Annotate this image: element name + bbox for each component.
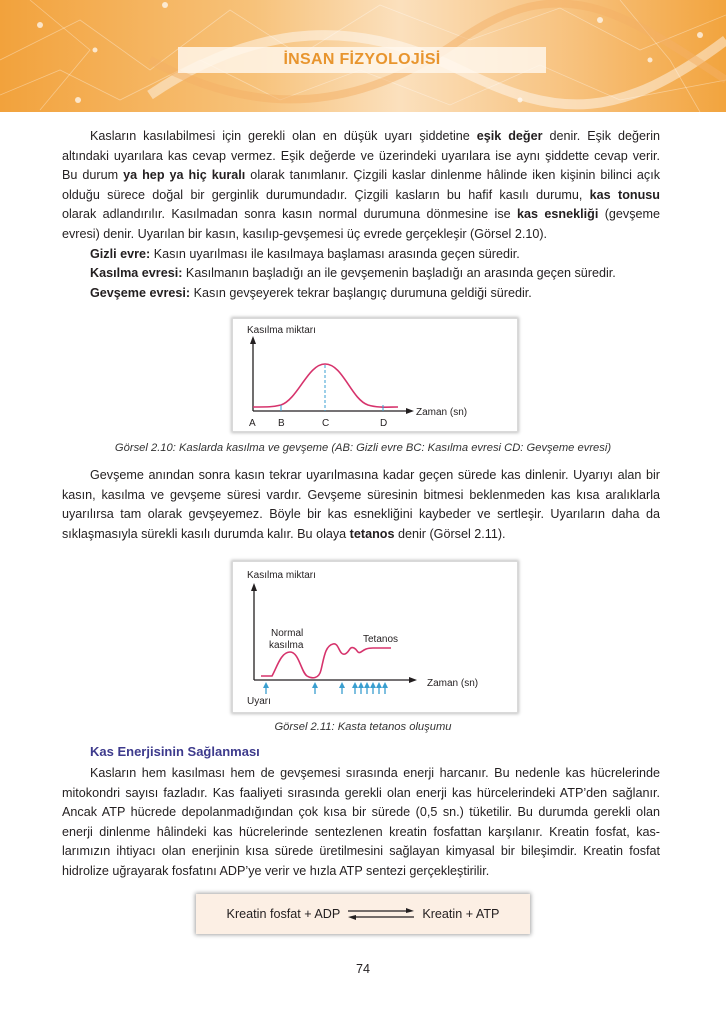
paragraph-tetanus — [62, 466, 660, 544]
x-axis-label: Zaman (sn) — [427, 678, 479, 689]
equation-products: Kreatin + ATP — [422, 907, 500, 921]
section-title: Kas Enerjisinin Sağlanması — [90, 744, 260, 759]
text-line: sıklaşmasıyla sürekli kasılı durumda kalır. Bu olaya tetanos denir (Görsel 2.11). — [62, 526, 506, 541]
x-axis-label: Zaman (sn) — [416, 407, 468, 418]
text-line: kasın, kasılma ve gevşeme süresi vardır. Gevşeme süresinin bitmesi beklenmeden kas kısa aralıklarla — [62, 487, 660, 502]
stimulus-arrow-icon — [312, 682, 318, 694]
stimulus-arrow-icon — [370, 682, 376, 694]
text-line: Kasların hem kasılması hem de gevşemesi sırasında enerji harcanır. Bu nedenle kas hücrelerinde — [90, 766, 660, 780]
paragraph-threshold — [62, 127, 660, 303]
text-line: enerji dinlenme hâlindeki kas hücrelerinde sentezlenen kreatin fosfattan karşılanır. Kreatin fosfat, kas- — [62, 824, 660, 839]
point-label-c: C — [322, 418, 330, 429]
stimulus-arrow-icon — [339, 682, 345, 694]
text-line: altındaki uyarılara kas cevap vermez. Eşik değerde ve üzerindeki uyarılara ise aynı şiddette cevap verir. — [62, 148, 660, 163]
point-label-a: A — [249, 418, 256, 429]
stimulus-arrow-icon — [358, 682, 364, 694]
text-line: hidrolize uğrayarak fosfatını ADP’ye verir ve hızla ATP sentezi gerçekleştirilir. — [62, 863, 490, 878]
equation-box — [196, 894, 530, 934]
label-stimulus: Uyarı — [247, 696, 271, 707]
x-axis-arrow-icon — [409, 677, 417, 683]
y-axis-arrow-icon — [251, 583, 257, 591]
definition-contraction-phase: Kasılma evresi: Kasılmanın başladığı an ile gevşemenin başladığı an arasında geçen süredir. — [90, 266, 616, 281]
reversible-arrow-icon — [346, 906, 416, 922]
text-line: Bu durum ya hep ya hiç kuralı olarak tanımlanır. Çizgili kaslar dinlenme hâlinde iken kişinin bilinci açık — [62, 168, 660, 183]
stimulus-arrow-icon — [364, 682, 370, 694]
y-axis-label: Kasılma miktarı — [247, 325, 316, 336]
label-normal-line2: kasılma — [269, 640, 304, 651]
text-line: Kasların kasılabilmesi için gerekli olan en düşük uyarı şiddetine eşik değer denir. Eşik değerin — [90, 129, 661, 143]
stimulus-arrows — [263, 682, 388, 694]
label-tetanos: Tetanos — [363, 634, 399, 645]
text-line: olduğu sürece doğal bir gerginlik durumundadır. Çizgili kasların bu hafif kasılı durumu, kas tonusu — [62, 187, 660, 202]
definition-relaxation-phase: Gevşeme evresi: Kasın gevşeyerek tekrar başlangıç durumuna geldiği süredir. — [90, 285, 532, 300]
text-line: larımızın ihtiyacı olan enerjinin kısa sürede üretilmesini sağlayan kimyasal bir bileşimdir. Kreatin fosfat — [62, 844, 660, 859]
banner-title-strip — [178, 47, 546, 73]
label-normal-line1: Normal — [271, 628, 304, 639]
text-line: evresi) denir. Uyarılan bir kasın, kasılıp-gevşemesi üç evrede gerçekleşir (Görsel 2.10). — [62, 226, 548, 241]
chapter-banner — [0, 0, 726, 112]
definition-latent-phase: Gizli evre: Kasın uyarılması ile kasılmaya başlaması arasında geçen süredir. — [90, 246, 520, 261]
point-label-b: B — [278, 418, 285, 429]
text-line: mitokondri sayısı fazladır. Kas faaliyeti sırasında gerekli olan enerji kas hürcelerindeki ATP’den sağlanır. — [62, 785, 660, 800]
paragraph-energy — [62, 764, 660, 882]
figure-2-10 — [232, 318, 518, 432]
text-line: olarak adlandırılır. Kasılmadan sonra kasın normal durumuna dönmesine ise kas esnekliği (gevşeme — [62, 207, 660, 222]
y-axis-label: Kasılma miktarı — [247, 570, 316, 581]
figure-2-11 — [232, 561, 518, 713]
chapter-title: İNSAN FİZYOLOJİSİ — [283, 51, 441, 68]
equation-reactants: Kreatin fosfat + ADP — [226, 907, 341, 921]
stimulus-arrow-icon — [376, 682, 382, 694]
stimulus-arrow-icon — [382, 682, 388, 694]
text-line: Ancak ATP hücrede depolanmadığından çok kısa bir sürede (0,5 sn.) tüketilir. Bu durumda gerekli olan — [62, 805, 660, 820]
figure-2-10-caption: Görsel 2.10: Kaslarda kasılma ve gevşeme (AB: Gizli evre BC: Kasılma evresi CD: Gevşeme evresi) — [114, 442, 612, 454]
y-axis-arrow-icon — [250, 336, 256, 344]
x-axis-arrow-icon — [406, 408, 414, 414]
page-number: 74 — [355, 962, 370, 976]
tetanus-graph — [233, 562, 517, 712]
text-line: uyarılırsa tam olarak gevşeyemez. Böyle bir kas esnekliğini kaybeder ve sertleşir. Uyarıların daha da — [62, 507, 660, 522]
muscle-twitch-graph — [233, 319, 517, 431]
text-line: Gevşeme anından sonra kasın tekrar uyarılmasına kadar geçen sürede kas dinlenir. Uyarıyı alan bir — [90, 468, 660, 482]
stimulus-arrow-icon — [263, 682, 269, 694]
stimulus-arrow-icon — [352, 682, 358, 694]
point-label-d: D — [380, 418, 388, 429]
figure-2-11-caption: Görsel 2.11: Kasta tetanos oluşumu — [274, 721, 452, 733]
